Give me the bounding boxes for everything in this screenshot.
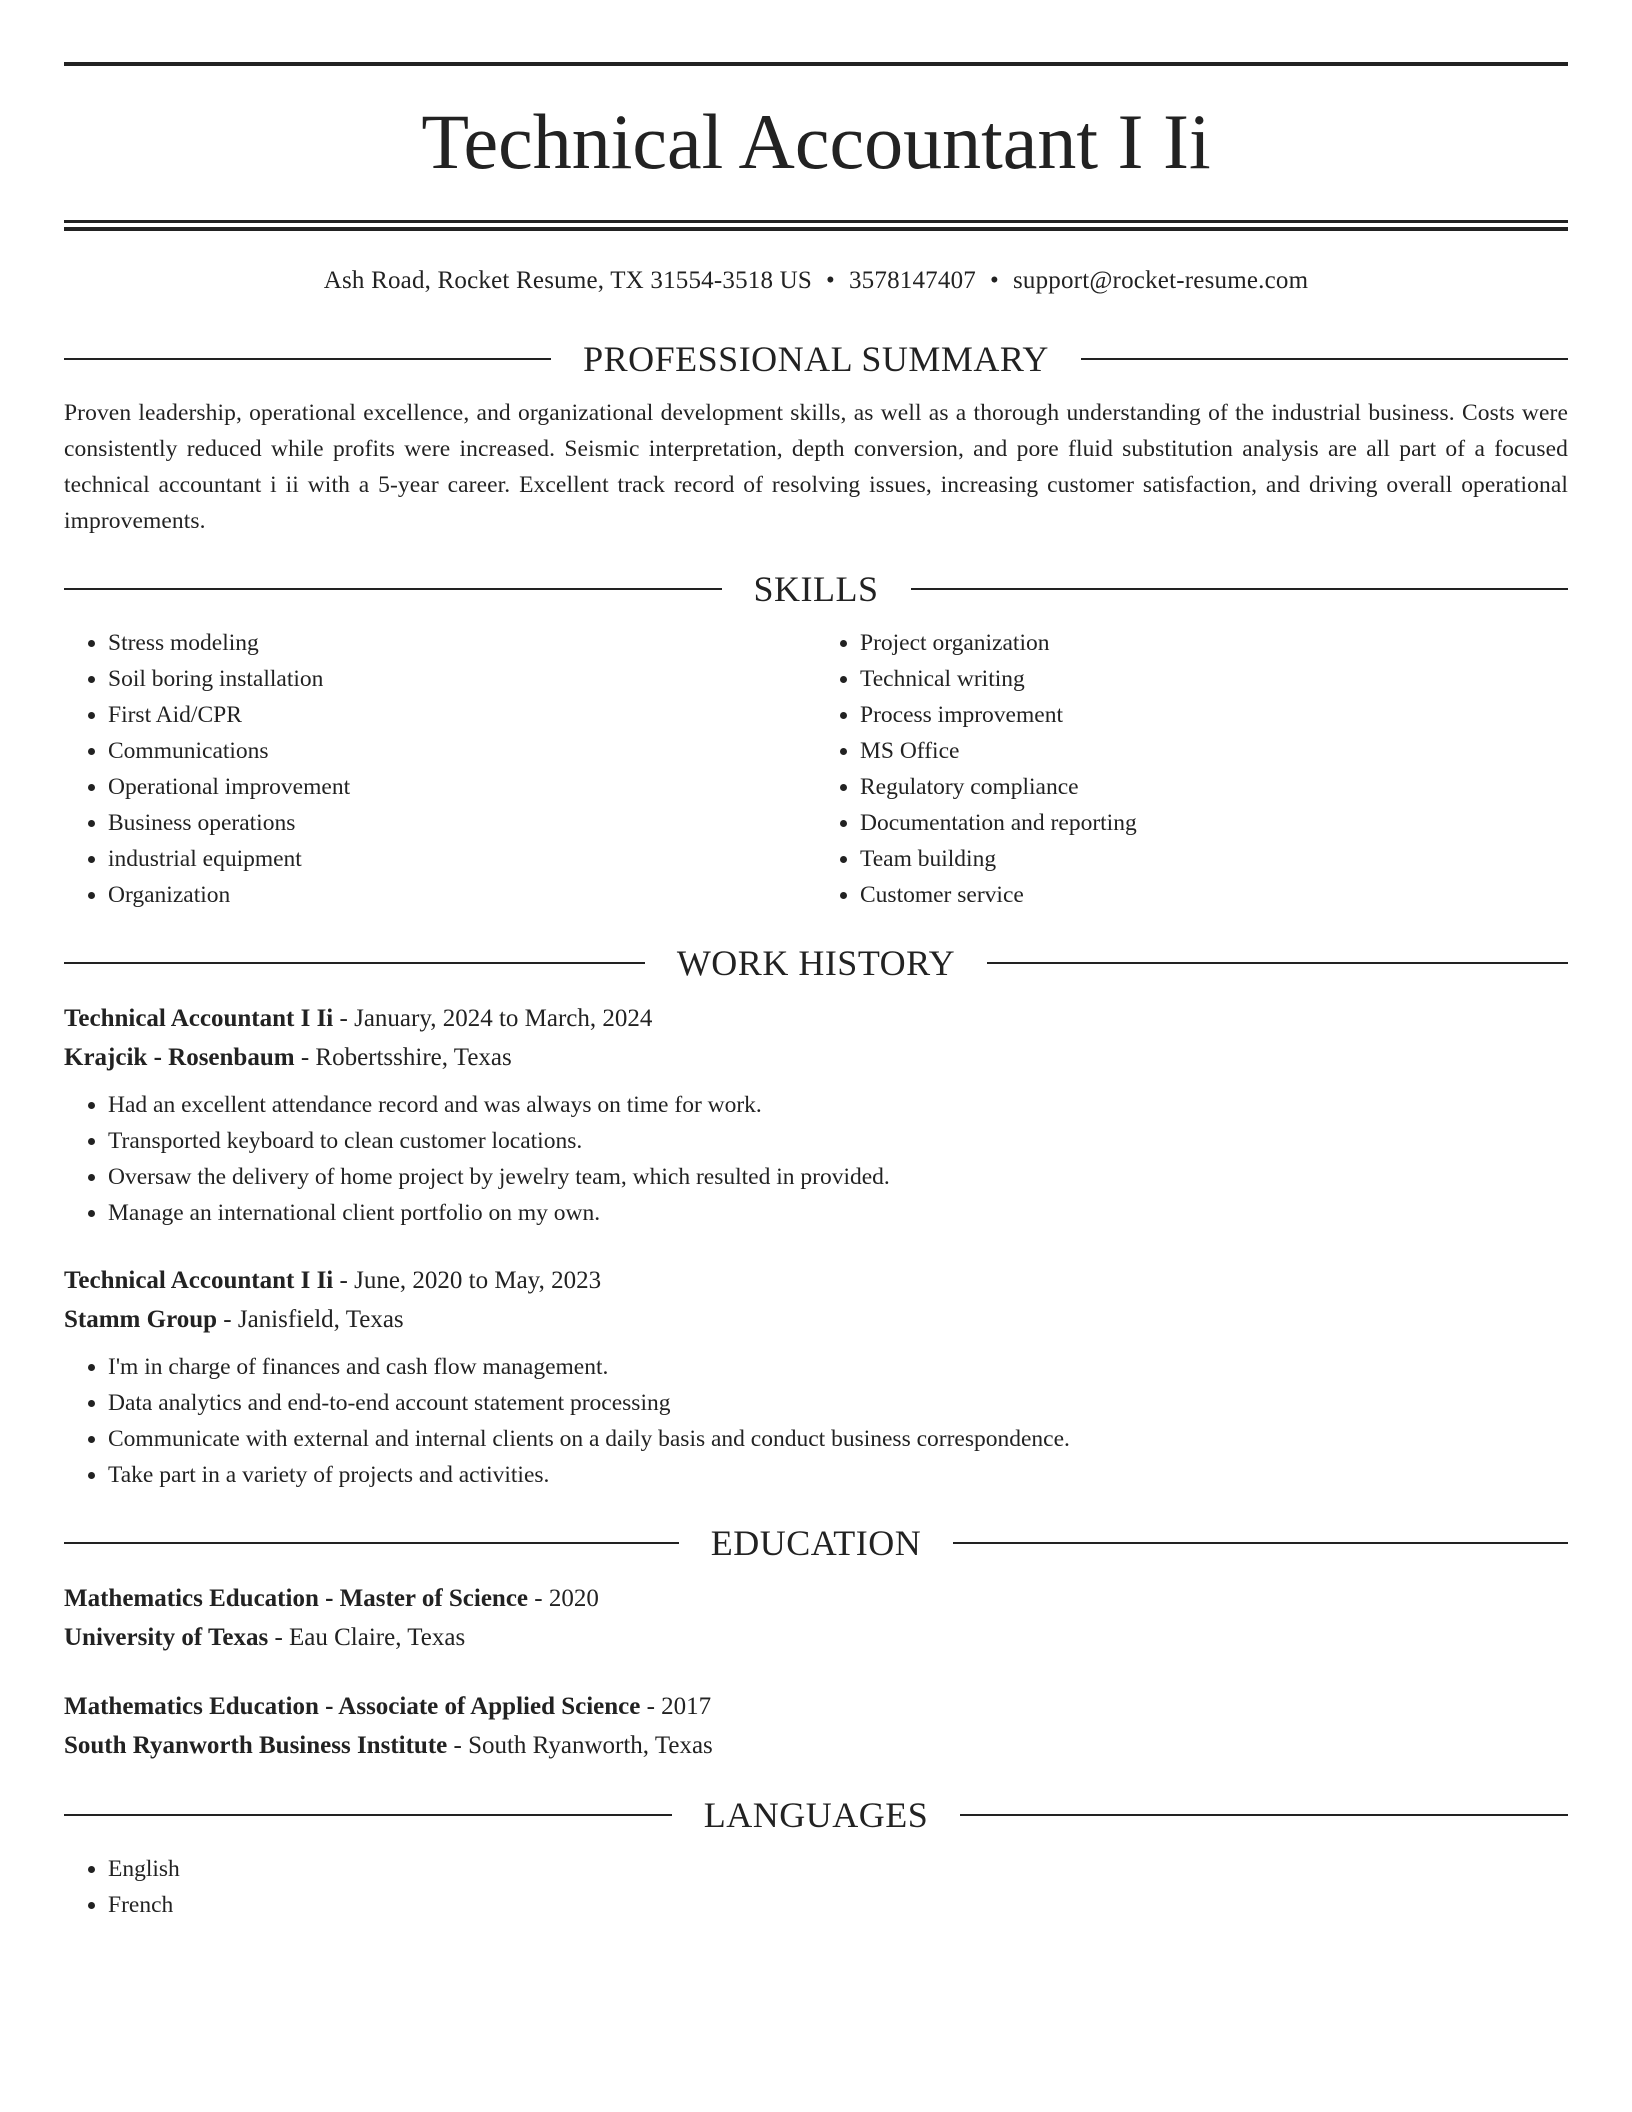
section-heading-languages: [64, 1793, 1568, 1837]
section-title: SKILLS: [753, 569, 879, 609]
resume-name: Technical Accountant I Ii: [421, 98, 1211, 185]
job-bullet: • Manage an international client portfolio on my own.: [108, 1195, 1568, 1231]
job-entry: [64, 1261, 1568, 1493]
job-title: Technical Accountant I Ii: [64, 1005, 334, 1032]
top-rule: [64, 62, 1568, 66]
skill-item: • Regulatory compliance: [860, 769, 1568, 805]
education-degree: Mathematics Education - Master of Science: [64, 1585, 529, 1612]
skill-item: • industrial equipment: [108, 841, 816, 877]
education-year: - 2017: [640, 1693, 712, 1720]
skills-column-right: [816, 625, 1568, 913]
resume-page: [64, 0, 1568, 1923]
job-bullets: [64, 1349, 1568, 1493]
section-heading-work-history: [64, 941, 1568, 985]
skill-item: • Soil boring installation: [108, 661, 816, 697]
contact-line: [64, 265, 1568, 297]
heading-rule-left: [64, 588, 722, 590]
job-company-line: [64, 1300, 1568, 1339]
heading-rule-right: [911, 588, 1569, 590]
education-entry: [64, 1687, 1568, 1765]
job-bullet: • I'm in charge of finances and cash flow management.: [108, 1349, 1568, 1385]
heading-rule-right: [953, 1542, 1568, 1544]
skill-item: • Organization: [108, 877, 816, 913]
skill-item: • Business operations: [108, 805, 816, 841]
skill-item: • Customer service: [860, 877, 1568, 913]
section-heading-education: [64, 1521, 1568, 1565]
languages-list: [64, 1851, 1568, 1923]
job-company-line: [64, 1038, 1568, 1077]
section-title: PROFESSIONAL SUMMARY: [583, 339, 1049, 379]
language-item: • English: [108, 1851, 1568, 1887]
contact-address: Ash Road, Rocket Resume, TX 31554-3518 US: [323, 267, 813, 294]
heading-rule-left: [64, 1542, 679, 1544]
job-location: - Janisfield, Texas: [217, 1306, 404, 1333]
job-bullet: • Take part in a variety of projects and activities.: [108, 1457, 1568, 1493]
job-dates: - January, 2024 to March, 2024: [333, 1005, 653, 1032]
job-location: - Robertsshire, Texas: [294, 1044, 512, 1071]
skill-item: • Documentation and reporting: [860, 805, 1568, 841]
education-school-line: [64, 1618, 1568, 1657]
education-degree-line: [64, 1579, 1568, 1618]
job-bullets: [64, 1087, 1568, 1231]
contact-phone[interactable]: 3578147407: [848, 267, 976, 294]
education-school-line: [64, 1726, 1568, 1765]
heading-rule-left: [64, 962, 645, 964]
job-bullet: • Data analytics and end-to-end account statement processing: [108, 1385, 1568, 1421]
skill-item: • MS Office: [860, 733, 1568, 769]
education-school: University of Texas: [64, 1624, 269, 1651]
skill-item: • Operational improvement: [108, 769, 816, 805]
skill-item: • Communications: [108, 733, 816, 769]
contact-separator: •: [826, 267, 835, 294]
section-title: EDUCATION: [710, 1523, 922, 1563]
section-title: LANGUAGES: [703, 1795, 929, 1835]
education-location: - Eau Claire, Texas: [268, 1624, 466, 1651]
heading-rule-left: [64, 358, 551, 360]
job-title-line: [64, 1261, 1568, 1300]
job-bullet: • Oversaw the delivery of home project by jewelry team, which resulted in provided.: [108, 1159, 1568, 1195]
language-item: • French: [108, 1887, 1568, 1923]
skill-item: • First Aid/CPR: [108, 697, 816, 733]
title-double-rule: [64, 220, 1568, 231]
job-entry: [64, 999, 1568, 1231]
education-entry: [64, 1579, 1568, 1657]
heading-rule-right: [960, 1814, 1568, 1816]
education-year: - 2020: [528, 1585, 599, 1612]
skill-item: • Team building: [860, 841, 1568, 877]
section-heading-skills: [64, 567, 1568, 611]
job-company: Stamm Group: [64, 1306, 218, 1333]
skills-column-left: [64, 625, 816, 913]
skill-item: • Project organization: [860, 625, 1568, 661]
contact-email[interactable]: support@rocket-resume.com: [1012, 267, 1309, 294]
job-bullet: • Transported keyboard to clean customer locations.: [108, 1123, 1568, 1159]
job-bullet: • Had an excellent attendance record and was always on time for work.: [108, 1087, 1568, 1123]
job-title-line: [64, 999, 1568, 1038]
skill-item: • Process improvement: [860, 697, 1568, 733]
heading-rule-left: [64, 1814, 672, 1816]
contact-separator: •: [989, 267, 999, 294]
skills-list: [64, 625, 1568, 913]
summary-text: Proven leadership, operational excellence, and organizational development skills, as well as a thorough understanding of the industrial business. Costs were consistently reduced while profits were increased. Seismic interpretation, depth conversion, and pore fluid substitution analysis are all part of a focused technical accountant i ii with a 5-year career. Excellent track record of resolving issues, increasing customer satisfaction, and driving overall operational improvements.: [64, 400, 1568, 534]
job-bullet: • Communicate with external and internal clients on a daily basis and conduct business correspondence.: [108, 1421, 1568, 1457]
education-location: - South Ryanworth, Texas: [447, 1732, 713, 1759]
education-degree: Mathematics Education - Associate of Applied Science: [64, 1693, 641, 1720]
job-dates: - June, 2020 to May, 2023: [333, 1267, 602, 1294]
skill-item: • Technical writing: [860, 661, 1568, 697]
job-company: Krajcik - Rosenbaum: [64, 1044, 295, 1071]
education-degree-line: [64, 1687, 1568, 1726]
section-heading-summary: [64, 337, 1568, 381]
heading-rule-right: [987, 962, 1568, 964]
section-title: WORK HISTORY: [676, 943, 956, 983]
heading-rule-right: [1081, 358, 1568, 360]
skill-item: • Stress modeling: [108, 625, 816, 661]
job-title: Technical Accountant I Ii: [64, 1267, 334, 1294]
education-school: South Ryanworth Business Institute: [64, 1732, 448, 1759]
